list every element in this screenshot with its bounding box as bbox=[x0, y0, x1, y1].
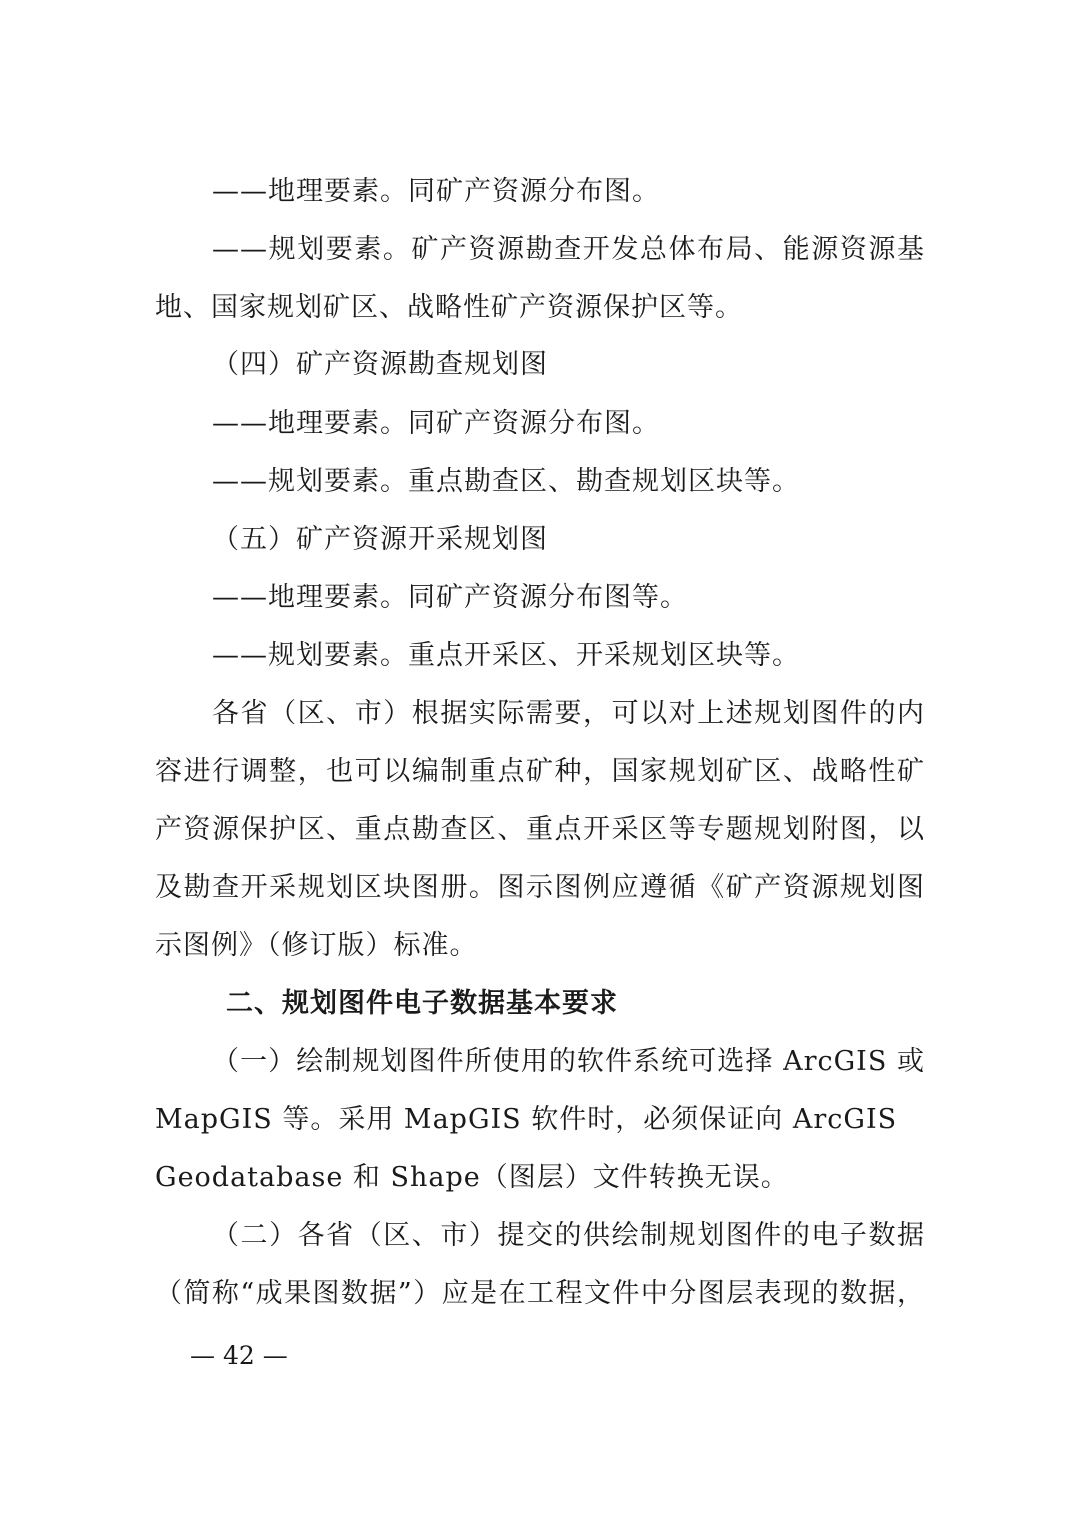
text-line-17: MapGIS 等。采用 MapGIS 软件时，必须保证向 ArcGIS bbox=[155, 1104, 898, 1135]
text-line-10: 各省（区、市）根据实际需要，可以对上述规划图件的内 bbox=[212, 698, 925, 729]
text-line-16: （一）绘制规划图件所使用的软件系统可选择 ArcGIS 或 bbox=[212, 1046, 925, 1077]
subheading-four: （四）矿产资源勘查规划图 bbox=[212, 349, 548, 380]
text-line-18: Geodatabase 和 Shape（图层）文件转换无误。 bbox=[155, 1162, 789, 1193]
section-heading-two: 二、规划图件电子数据基本要求 bbox=[226, 988, 618, 1019]
text-line-6: ——规划要素。重点勘查区、勘查规划区块等。 bbox=[212, 466, 800, 497]
text-line-9: ——规划要素。重点开采区、开采规划区块等。 bbox=[212, 640, 800, 671]
text-line-14: 示图例》（修订版）标准。 bbox=[155, 930, 478, 961]
text-line-20: （简称“成果图数据”）应是在工程文件中分图层表现的数据， bbox=[155, 1278, 925, 1309]
text-line-5: ——地理要素。同矿产资源分布图。 bbox=[212, 408, 660, 439]
text-line-1: ——地理要素。同矿产资源分布图。 bbox=[212, 176, 660, 207]
text-line-2: ——规划要素。矿产资源勘查开发总体布局、能源资源基 bbox=[212, 234, 925, 265]
page-number: — 42 — bbox=[190, 1341, 288, 1370]
text-line-3: 地、国家规划矿区、战略性矿产资源保护区等。 bbox=[155, 292, 743, 323]
text-line-19: （二）各省（区、市）提交的供绘制规划图件的电子数据 bbox=[212, 1220, 925, 1251]
text-line-13: 及勘查开采规划区块图册。图示图例应遵循《矿产资源规划图 bbox=[155, 872, 925, 903]
subheading-five: （五）矿产资源开采规划图 bbox=[212, 524, 548, 555]
text-line-12: 产资源保护区、重点勘查区、重点开采区等专题规划附图，以 bbox=[155, 814, 925, 845]
text-line-8: ——地理要素。同矿产资源分布图等。 bbox=[212, 582, 688, 613]
text-line-11: 容进行调整，也可以编制重点矿种，国家规划矿区、战略性矿 bbox=[155, 756, 925, 787]
